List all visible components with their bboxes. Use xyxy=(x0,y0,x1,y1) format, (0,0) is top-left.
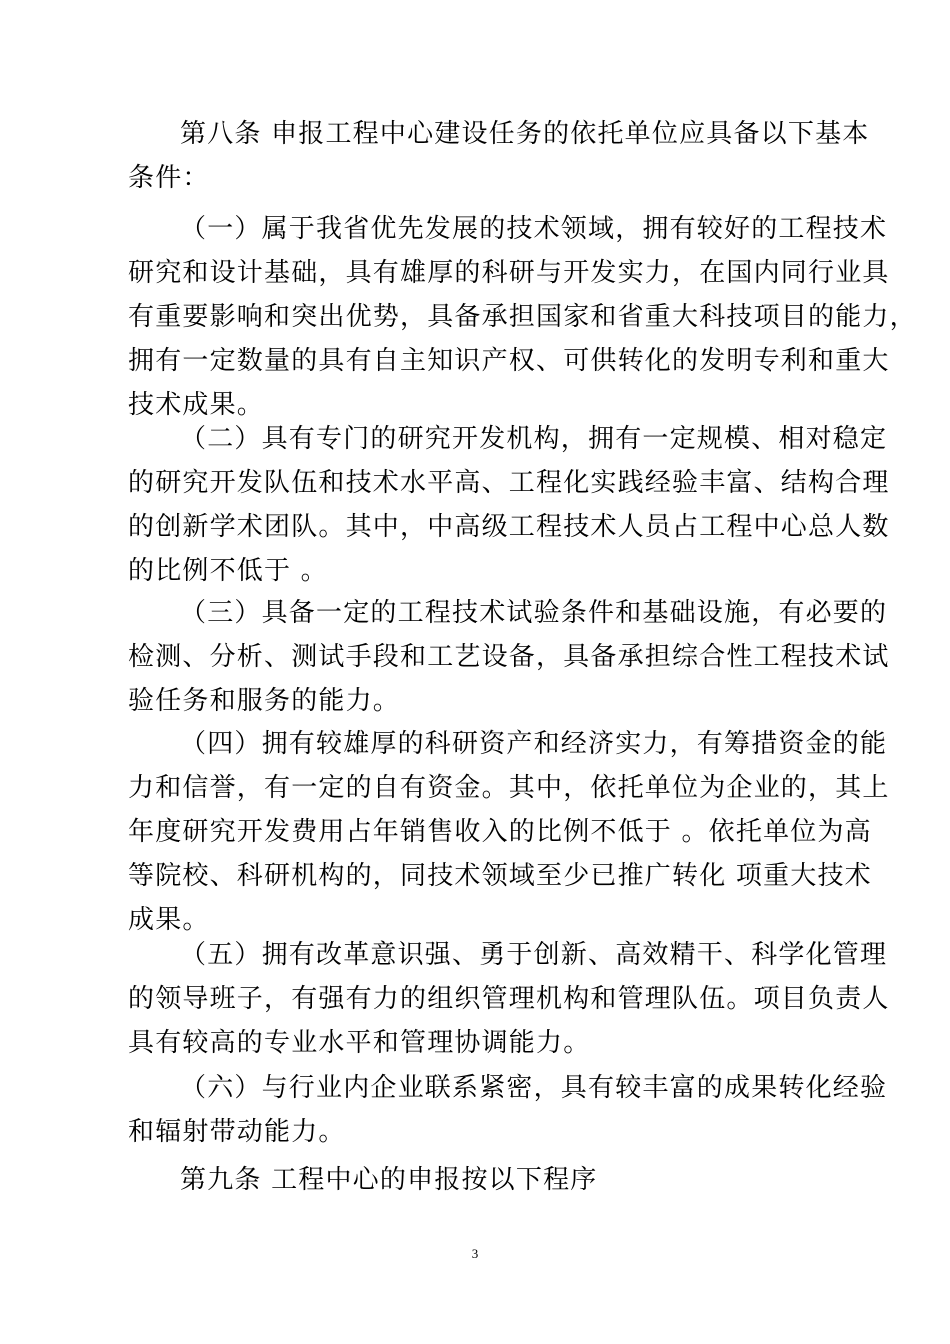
item-4-line-2: 力和信誉，有一定的自有资金。其中，依托单位为企业的，其上 xyxy=(128,773,890,803)
item-1-line-5: 技术成果。 xyxy=(128,390,265,420)
page-number: 3 xyxy=(471,1246,479,1261)
item-3-line-1: （三）具备一定的工程技术试验条件和基础设施，有必要的 xyxy=(180,598,888,628)
item-2-line-2: 的研究开发队伍和技术水平高、工程化实践经验丰富、结构合理 xyxy=(128,468,890,498)
article-8-line-2: 条件： xyxy=(128,163,210,193)
item-4-line-5: 成果。 xyxy=(128,905,210,935)
item-4-line-1: （四）拥有较雄厚的科研资产和经济实力，有筹措资金的能 xyxy=(180,729,888,759)
item-5-line-2: 的领导班子，有强有力的组织管理机构和管理队伍。项目负责人 xyxy=(128,984,890,1014)
item-2-line-4: 的比例不低于 。 xyxy=(128,556,328,586)
item-5-line-3: 具有较高的专业水平和管理协调能力。 xyxy=(128,1028,591,1058)
item-2-line-1: （二）具有专门的研究开发机构，拥有一定规模、相对稳定 xyxy=(180,424,888,454)
item-2-line-3: 的创新学术团队。其中，中高级工程技术人员占工程中心总人数 xyxy=(128,512,890,542)
item-1-line-3: 有重要影响和突出优势，具备承担国家和省重大科技项目的能力， xyxy=(128,302,917,332)
item-3-line-2: 检测、分析、测试手段和工艺设备，具备承担综合性工程技术试 xyxy=(128,642,890,672)
item-4-line-4: 等院校、科研机构的，同技术领域至少已推广转化 项重大技术 xyxy=(128,861,872,891)
item-1-line-4: 拥有一定数量的具有自主知识产权、可供转化的发明专利和重大 xyxy=(128,346,890,376)
article-8-line-1: 第八条 申报工程中心建设任务的依托单位应具备以下基本 xyxy=(180,119,870,149)
item-1-line-2: 研究和设计基础，具有雄厚的科研与开发实力，在国内同行业具 xyxy=(128,258,890,288)
item-4-line-3: 年度研究开发费用占年销售收入的比例不低于 。依托单位为高 xyxy=(128,817,872,847)
item-6-line-1: （六）与行业内企业联系紧密，具有较丰富的成果转化经验 xyxy=(180,1073,888,1103)
article-9-line-1: 第九条 工程中心的申报按以下程序 xyxy=(180,1165,598,1195)
item-1-line-1: （一）属于我省优先发展的技术领域，拥有较好的工程技术 xyxy=(180,214,888,244)
item-3-line-3: 验任务和服务的能力。 xyxy=(128,686,401,716)
item-6-line-2: 和辐射带动能力。 xyxy=(128,1117,346,1147)
item-5-line-1: （五）拥有改革意识强、勇于创新、高效精干、科学化管理 xyxy=(180,940,888,970)
